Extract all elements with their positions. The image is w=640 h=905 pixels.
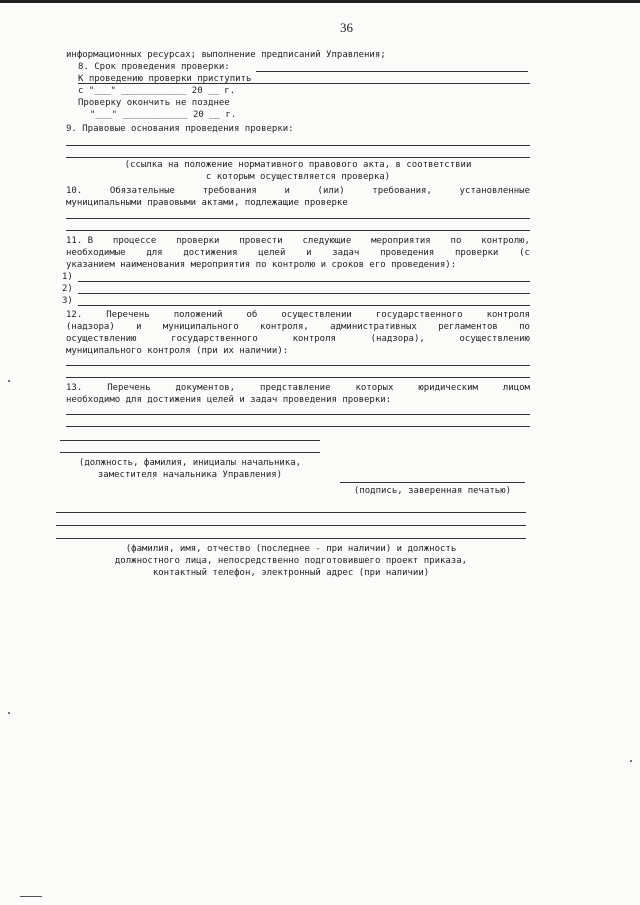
- item8-start-date: с "___" ____________ 20 __ г.: [78, 86, 236, 96]
- item12-line-2: (надзора) и муниципального контроля, административных регламентов по: [66, 322, 530, 332]
- scan-mark-bottom: [20, 896, 42, 897]
- preparer-caption-1: (фамилия, имя, отчество (последнее - при наличии) и должность: [125, 544, 457, 554]
- item11-entry-1-line: [78, 281, 530, 282]
- item8-end-label: Проверку окончить не позднее: [78, 98, 230, 108]
- item10-fill-line-1: [66, 218, 530, 219]
- item13-fill-line-1: [66, 414, 530, 415]
- page-number: 36: [340, 20, 353, 35]
- item8-start-label: К проведению проверки приступить: [78, 74, 252, 84]
- item8-end-date: "___" ____________ 20 __ г.: [90, 110, 237, 120]
- item10-line-2: муниципальными правовыми актами, подлежащие проверке: [66, 198, 348, 208]
- item11-line-1: 11. В процессе проверки провести следующие мероприятия по контролю,: [66, 236, 530, 246]
- position-line-2: [60, 452, 320, 453]
- item12-fill-line-1: [66, 365, 530, 366]
- position-line-1: [60, 440, 320, 441]
- item9-line-2: [66, 157, 530, 158]
- preparer-line-1: [56, 512, 526, 513]
- item8-title: 8. Срок проведения проверки:: [78, 62, 230, 72]
- preparer-caption-2: должностного лица, непосредственно подготовившего проект приказа,: [114, 556, 468, 566]
- position-caption-2: заместителя начальника Управления): [97, 470, 283, 480]
- scan-speck: [8, 380, 10, 382]
- item11-entry-1: 1): [62, 272, 73, 282]
- item10-fill-line-2: [66, 230, 530, 231]
- item12-line-3: осуществлению государственного контроля (надзора), осуществлению: [66, 334, 530, 344]
- signature-line: [340, 482, 525, 483]
- signature-caption: (подпись, заверенная печатью): [353, 486, 512, 496]
- item8-fill-line: [256, 71, 528, 72]
- item13-fill-line-2: [66, 426, 530, 427]
- preparer-caption-3: контактный телефон, электронный адрес (при наличии): [152, 568, 430, 578]
- item7-tail: информационных ресурсах; выполнение предписаний Управления;: [66, 50, 386, 60]
- item8-start-line: [78, 83, 530, 84]
- item11-entry-2-line: [78, 293, 530, 294]
- item10-line-1: 10. Обязательные требования и (или) требования, установленные: [66, 186, 530, 196]
- item9-title: 9. Правовые основания проведения проверки:: [66, 124, 294, 134]
- scan-speck: [630, 760, 632, 762]
- scan-speck: [8, 712, 10, 714]
- item9-caption-2: с которым осуществляется проверка): [205, 172, 391, 182]
- item13-line-2: необходимо для достижения целей и задач проведения проверки:: [66, 395, 392, 405]
- item12-fill-line-2: [66, 377, 530, 378]
- page-top-edge: [0, 0, 640, 3]
- item11-line-2: необходимые для достижения целей и задач проведения проверки (с: [66, 248, 530, 258]
- item11-line-3: указанием наименования мероприятия по контролю и сроков его проведения):: [66, 260, 457, 270]
- item12-line-1: 12. Перечень положений об осуществлении государственного контроля: [66, 310, 530, 320]
- preparer-line-3: [56, 538, 526, 539]
- position-caption-1: (должность, фамилия, инициалы начальника,: [78, 458, 302, 468]
- item11-entry-2: 2): [62, 284, 73, 294]
- preparer-line-2: [56, 525, 526, 526]
- item9-line-1: [66, 145, 530, 146]
- item11-entry-3-line: [78, 305, 530, 306]
- item11-entry-3: 3): [62, 296, 73, 306]
- item13-line-1: 13. Перечень документов, представление которых юридическим лицом: [66, 383, 530, 393]
- item9-caption-1: (ссылка на положение нормативного правового акта, в соответствии: [124, 160, 472, 170]
- item12-line-4: муниципального контроля (при их наличии):: [66, 346, 289, 356]
